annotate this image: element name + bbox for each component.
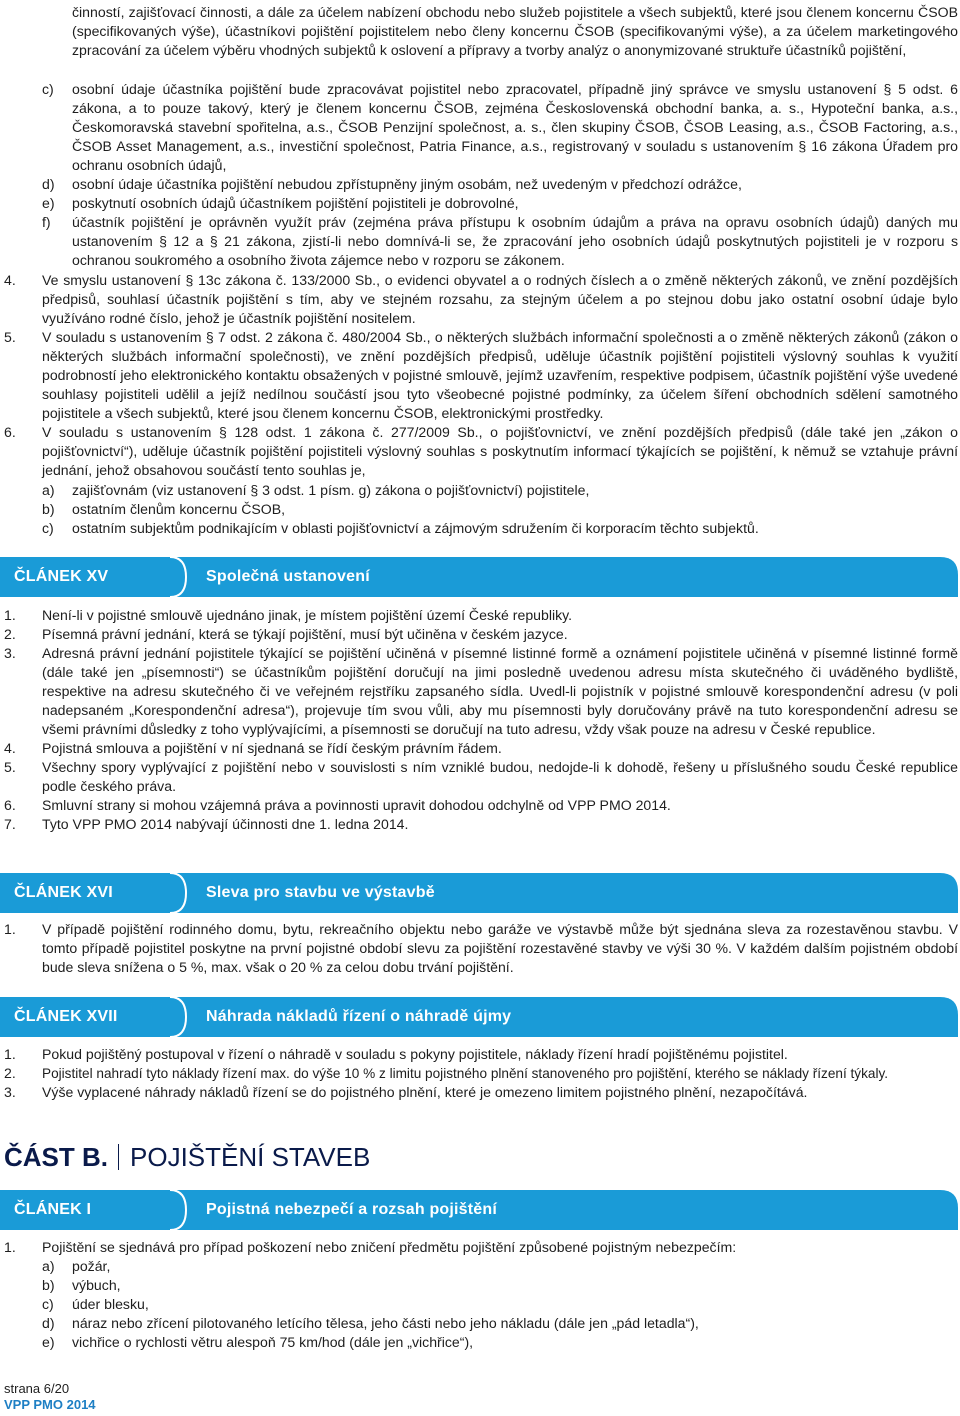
item-label: d) — [42, 1315, 55, 1331]
numbered-point — [4, 644, 958, 739]
point-text: Smluvní strany si mohou vzájemná práva a povinnosti upravit dohodou odchylně od VPP PMO 2014. — [42, 797, 671, 813]
item-text: úder blesku, — [72, 1296, 149, 1312]
part-b-heading — [0, 1140, 958, 1174]
point-number: 4. — [4, 272, 16, 288]
list-item — [42, 80, 958, 175]
item-label: c) — [42, 1296, 54, 1312]
point-number: 1. — [4, 607, 16, 623]
point-number: 3. — [4, 645, 16, 661]
point-number: 4. — [4, 740, 16, 756]
point-text: Všechny spory vyplývající z pojištění nebo v souvislosti s ním vzniklé budou, nedojde-li k dohodě, řešeny u příslušného soudu České republice podle českého práva. — [42, 759, 958, 794]
recipients-list — [42, 481, 958, 538]
numbered-point — [4, 271, 958, 328]
point-number: 1. — [4, 1239, 16, 1255]
point-text: Výše vyplacené náhrady nákladů řízení se do pojistného plnění, které je omezeno limitem pojistného plnění, nezapočítává. — [42, 1084, 808, 1100]
numbered-point — [4, 758, 958, 796]
point-number: 5. — [4, 759, 16, 775]
item-text: osobní údaje účastníka pojištění bude zpracovávat pojistitel nebo zpracovatel, případně jiný správce ve smyslu ustanovení § 5 odst. 6 zákona, a to pouze takový, který je členem koncernu ČSOB, zejména Československá obchodní banka, a. s., Hypoteční banka, a.s., Českomoravská stavební spořitelna, a.s., ČSOB Penzijní společnost, a. s., člen skupiny ČSOB, ČSOB Leasing, a.s., ČSOB Factoring, a.s., ČSOB Asset Management, a.s., investiční společnost, Patria Finance, a.s., registrovaný v souladu s ustanovením § 16 zákona Úřadem pro ochranu osobních údajů, — [72, 81, 958, 173]
point-text: Pojistná smlouva a pojištění v ní sjednaná se řídí českým právním řádem. — [42, 740, 502, 756]
document-code: VPP PMO 2014 — [4, 1397, 96, 1412]
part-title: POJIŠTĚNÍ STAVEB — [130, 1142, 371, 1172]
list-item — [42, 1333, 958, 1352]
page-footer — [4, 1381, 96, 1413]
hazards-list — [42, 1257, 958, 1352]
banner-shape — [0, 873, 958, 913]
point-text: Pokud pojištěný postupoval v řízení o náhradě v souladu s pokyny pojistitele, náklady řízení hradí pojištěnému pojistitel. — [42, 1046, 788, 1062]
point-number: 1. — [4, 1046, 16, 1062]
list-item — [42, 1257, 958, 1276]
numbered-point — [4, 815, 958, 834]
clanek-xvi-banner — [0, 873, 958, 913]
continuation-paragraph: činností, zajišťovací činnosti, a dále za účelem nabízení obchodu nebo služeb pojistitele a všech subjektů, které jsou členem koncernu ČSOB (specifikovaných výše), účastníkovi pojištění pojistitelem nebo členy koncernu ČSOB (specifikovanými výše), a za účelem marketingového zpracování za účelem výběru vhodných subjektů k oslovení a přípravy a tvorby analýz o anonymizované struktuře účastníků pojištění, — [72, 4, 958, 58]
article-number: ČLÁNEK XV — [14, 568, 109, 585]
item-text: poskytnutí osobních údajů účastníkem pojištění pojistiteli je dobrovolné, — [72, 195, 519, 211]
point-text: Ve smyslu ustanovení § 13c zákona č. 133/2000 Sb., o evidenci obyvatel a o rodných číslech a o změně některých zákonů, ve znění pozdějších předpisů, souhlasí účastník pojištění s tím, aby ve stejném rozsahu, za stejným účelem a po stejnou dobu jako ostatní osobní údaje bylo využíváno rodné číslo, jehož je účastník pojištění nositelem. — [42, 272, 958, 326]
item-label: c) — [42, 81, 54, 97]
clanek-i-banner — [0, 1190, 958, 1230]
numbered-point — [4, 796, 958, 815]
numbered-point — [4, 625, 958, 644]
clanek-i-points — [4, 1238, 958, 1257]
list-item — [42, 481, 958, 500]
part-divider — [118, 1144, 119, 1170]
consent-items-list — [42, 80, 958, 270]
point-text: V případě pojištění rodinného domu, bytu, rekreačního objektu nebo garáže ve výstavbě může být sjednána sleva za rozestavěnou stavbu. V tomto případě pojistitel poskytne na první pojistné období slevu za pojištění rozestavěné stavby ve výši 30 %. V každém dalším pojistném období bude sleva snížena o 5 %, max. však o 20 % za celou dobu trvání pojištění. — [42, 921, 958, 975]
point-number: 6. — [4, 797, 16, 813]
numbered-point — [4, 739, 958, 758]
banner-shape — [0, 557, 958, 597]
item-text: ostatním členům koncernu ČSOB, — [72, 501, 286, 517]
point-number: 7. — [4, 816, 16, 832]
list-item — [42, 194, 958, 213]
clanek-xv-banner — [0, 557, 958, 597]
point-text: Tyto VPP PMO 2014 nabývají účinnosti dne 1. ledna 2014. — [42, 816, 409, 832]
article-number: ČLÁNEK I — [14, 1201, 92, 1218]
clanek-xvii-points — [4, 1045, 958, 1102]
item-label: a) — [42, 1258, 55, 1274]
point-text: V souladu s ustanovením § 128 odst. 1 zákona č. 277/2009 Sb., o pojišťovnictví, ve znění pozdějších předpisů (dále také jen „zákon o pojišťovnictví“), uděluje účastník pojištění pojistiteli výslovný souhlas s poskytnutím informací týkajících se pojištění, k němuž se vztahuje právní jednání, jehož obsahovou součástí tento souhlas je, — [42, 424, 958, 478]
point-number: 2. — [4, 626, 16, 642]
point-text: Písemná právní jednání, která se týkají pojištění, musí být učiněna v českém jazyce. — [42, 626, 568, 642]
list-item — [42, 1295, 958, 1314]
item-label: f) — [42, 214, 51, 230]
point-text: Pojistitel nahradí tyto náklady řízení max. do výše 10 % z limitu pojistného plnění stanoveného pro pojištění, kterého se náklady řízení týkaly. — [42, 1066, 889, 1081]
numbered-point — [4, 1045, 958, 1064]
numbered-point — [4, 1238, 958, 1257]
item-label: c) — [42, 520, 54, 536]
item-text: zajišťovnám (viz ustanovení § 3 odst. 1 písm. g) zákona o pojišťovnictví) pojistitele, — [72, 482, 590, 498]
point-number: 3. — [4, 1084, 16, 1100]
list-item — [42, 519, 958, 538]
point-text: V souladu s ustanovením § 7 odst. 2 zákona č. 480/2004 Sb., o některých službách informační společnosti a o změně některých zákonů (zákon o některých službách informační společnosti), ve znění pozdějších předpisů, uděluje účastník pojištění pojistiteli výslovný souhlas k využití podrobností jeho elektronického kontaktu obsažených v pojistné smlouvě, jejímž uzavřením, respektive podpisem, účastník pojištění výše uvedené souhlasy pojistiteli udělil a jejíž nedílnou součástí jsou tyto všeobecné pojistné podmínky, za účelem šíření obchodních sdělení samotného pojistitele a všech subjektů, které jsou členem koncernu ČSOB, elektronickými prostředky. — [42, 329, 958, 421]
point-number: 6. — [4, 424, 16, 440]
list-item — [42, 213, 958, 270]
item-text: účastník pojištění je oprávněn využít práv (zejména práva přístupu k osobním údajům a práva na opravu osobních údajů) daných mu ustanovením § 12 a § 21 zákona, zjistí-li nebo domnívá-li se, že zpracování jeho osobních údajů poskytnutých pojistiteli je v rozporu s ochranou soukromého a osobního života zájemce nebo v rozporu se zákonem. — [72, 214, 958, 268]
point-text: Není-li v pojistné smlouvě ujednáno jinak, je místem pojištění území České republiky. — [42, 607, 573, 623]
article-title: Náhrada nákladů řízení o náhradě újmy — [206, 1008, 512, 1025]
item-label: b) — [42, 1277, 55, 1293]
numbered-point — [4, 1064, 958, 1083]
article-title: Pojistná nebezpečí a rozsah pojištění — [206, 1201, 498, 1218]
item-text: požár, — [72, 1258, 111, 1274]
numbered-point — [4, 328, 958, 423]
item-text: výbuch, — [72, 1277, 121, 1293]
item-label: d) — [42, 176, 55, 192]
clanek-xvii-banner — [0, 997, 958, 1037]
list-item — [42, 1314, 958, 1333]
point-number: 2. — [4, 1065, 16, 1081]
point-text: Adresná právní jednání pojistitele týkající se pojištění učiněná v písemné listinné formě a oznámení pojistitele učiněná v písemné listinné formě (dále také jen „písemnosti“) se účastníkům pojištění doručují na jimi posledně uvedenou adresu místa skutečného či uváděného bydliště, respektive na adresu skutečného či ve veřejném rejstříku zapsaného sídla. Uvedl-li pojistník v pojistné smlouvě korespondenční adresu (v poli nadepsaném „Korespondenční adresa“), projevuje tím svou vůli, aby mu písemnosti byly doručovány právě na tuto korespondenční adresu se všemi právními důsledky z toho vyplývajícími, a písemnosti se doručují na tuto adresu, vždy však pouze na adresu v České republice. — [42, 645, 958, 737]
article-number: ČLÁNEK XVI — [14, 884, 113, 901]
point-number: 1. — [4, 921, 16, 937]
list-item — [42, 175, 958, 194]
list-item — [42, 500, 958, 519]
part-label: ČÁST B. — [4, 1142, 108, 1172]
item-label: e) — [42, 1334, 55, 1350]
article-number: ČLÁNEK XVII — [14, 1008, 118, 1025]
item-text: vichřice o rychlosti větru alespoň 75 km/hod (dále jen „vichřice“), — [72, 1334, 474, 1350]
item-text: ostatním subjektům podnikajícím v oblasti pojišťovnictví a zájmovým sdružením či korporacím těchto subjektů. — [72, 520, 759, 536]
item-text: osobní údaje účastníka pojištění nebudou zpřístupněny jiným osobám, než uvedeným v předchozí odrážce, — [72, 176, 742, 192]
point-number: 5. — [4, 329, 16, 345]
item-label: b) — [42, 501, 55, 517]
numbered-points-top — [4, 271, 958, 480]
page-number: strana 6/20 — [4, 1381, 70, 1396]
list-item — [42, 1276, 958, 1295]
numbered-point — [4, 606, 958, 625]
item-text: náraz nebo zřícení pilotovaného letícího tělesa, jeho části nebo jeho nákladu (dále jen „pád letadla“), — [72, 1315, 699, 1331]
clanek-xv-points — [4, 606, 958, 834]
article-title: Sleva pro stavbu ve výstavbě — [206, 884, 435, 901]
item-label: e) — [42, 195, 55, 211]
clanek-xvi-points — [4, 920, 958, 977]
article-title: Společná ustanovení — [206, 568, 370, 585]
point-text: Pojištění se sjednává pro případ poškození nebo zničení předmětu pojištění způsobené pojistným nebezpečím: — [42, 1239, 737, 1255]
numbered-point — [4, 920, 958, 977]
item-label: a) — [42, 482, 55, 498]
numbered-point — [4, 1083, 958, 1102]
numbered-point — [4, 423, 958, 480]
